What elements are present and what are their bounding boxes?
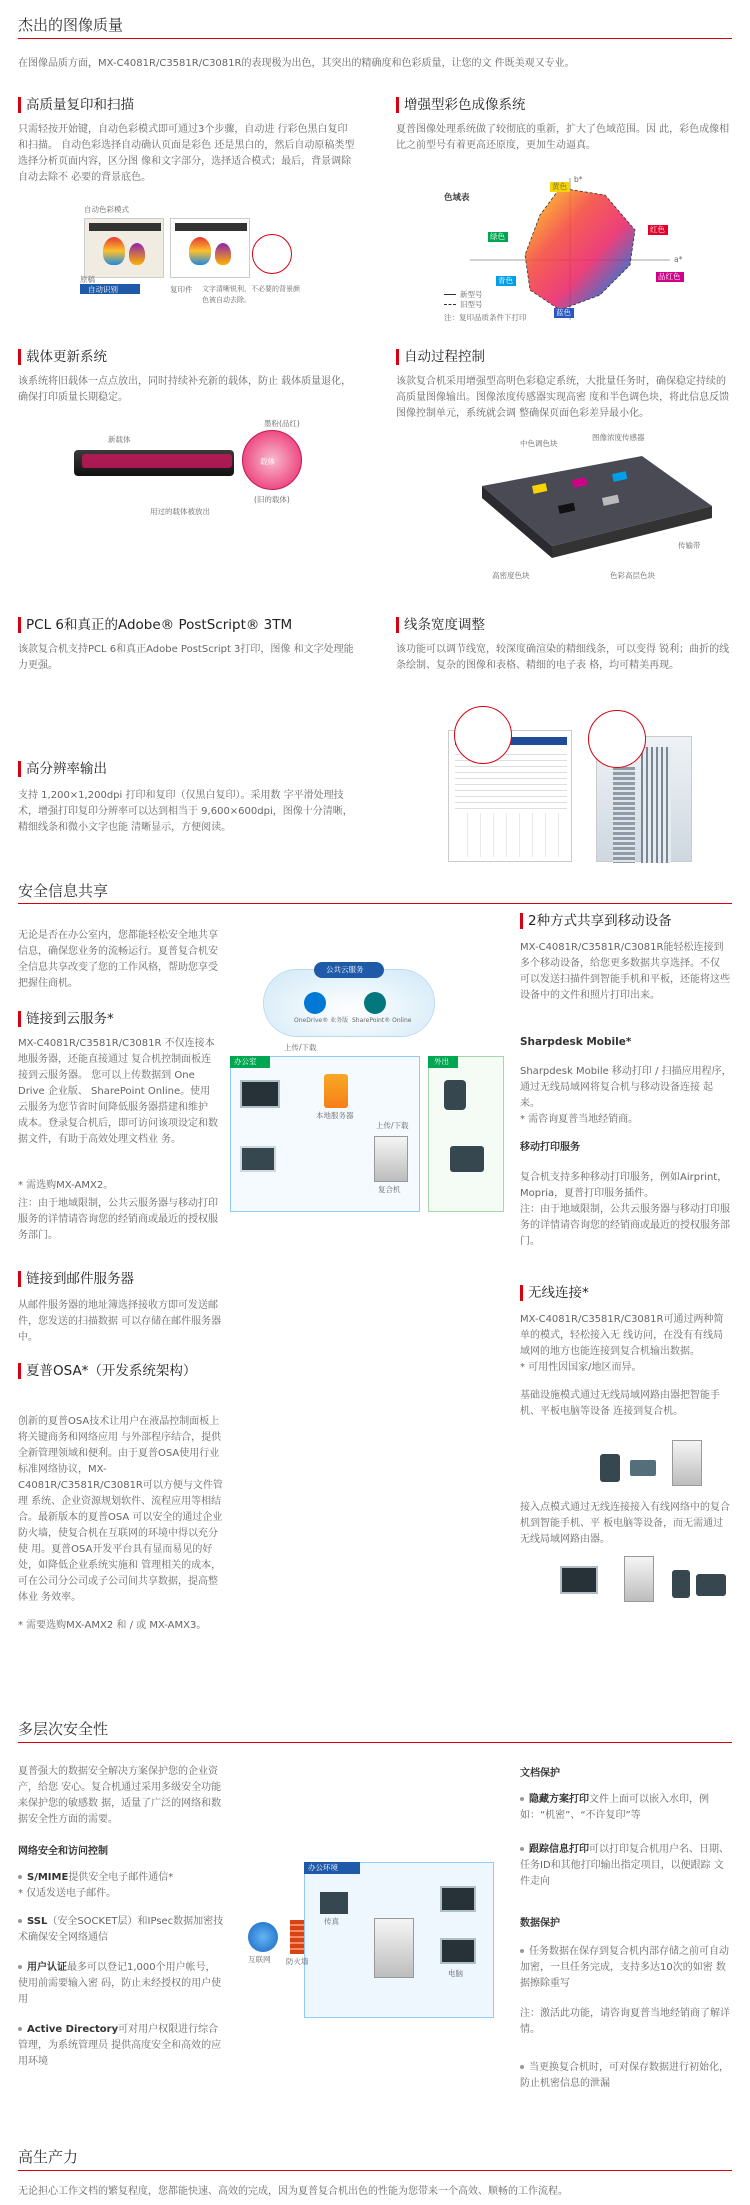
process-text: 该款复合机采用增强型高明色彩稳定系统，大批量任务时，确保稳定持续的高质量图像输出。图像浓度传感器实现高密 度和半色调色块，将此信息反馈图像控制单元，系统就会调 整确保页面色彩差异最小化。 (396, 376, 730, 419)
building-zoom-circle (588, 710, 646, 768)
label-yellow: 黄色 (552, 182, 567, 191)
osa-note: * 需要选购MX-AMX2 和 / 或 MX-AMX3。 (18, 1620, 207, 1631)
label-magenta: 品红色 (658, 272, 681, 281)
line-width-figure (448, 716, 698, 866)
bullet-hidden-print (520, 1792, 732, 1824)
mobile-print-note: 注：由于地域限制，公共云服务器与移动打印服务的详情请咨询您的经销商或最近的授权服务部门。 (520, 1204, 730, 1247)
productivity-divider (18, 2170, 732, 2171)
section-title-info-share: 安全信息共享 (18, 882, 109, 900)
original-caption: 原稿 (80, 275, 95, 284)
cloud-text: MX-C4081R/C3581R/C3081R 不仅连接本地服务器，还能直接通过 复合机控制面板连接到云服务器。 您可以上传数据到 One Drive 企业版、 SharePoint Online。使用云服务为您节省时间降低服务器搭建和维护 成本。登录复合机后，即可访问该项设定和数据文件，有助于高效处理文档业 务。 (18, 1038, 218, 1145)
axis-a-label: a* (674, 255, 683, 264)
section-heading-copy-scan: 高质量复印和扫描 (18, 96, 134, 114)
pcl-text: 该款复合机支持PCL 6和真正Adobe PostScript 3打印，图像 和文字处理能力更强。 (18, 644, 354, 671)
bullet-dot (18, 1875, 22, 1879)
public-cloud (264, 970, 434, 1036)
firewall-label: 防火墙 (286, 1957, 309, 1966)
sec-pc-icon-2 (440, 1938, 476, 1964)
sharpdesk-note: * 需咨询夏普当地经销商。 (520, 1114, 639, 1125)
copy-scan-text: 只需轻按开始键，自动色彩模式即可通过3个步骤，自动进 行彩色黑白复印和扫描。 自动色彩选择自动确认页面是彩色 还是黑白的，然后自动原稿类型选择分析页面内容，区分图 像和文字部分，选择适合模式；最后，背景调除自动去除不 必要的背景底色。 (18, 124, 355, 183)
hires-text: 支持 1,200×1,200dpi 打印和复印（仅黑白复印）。采用数 字平滑处理技术，增强打印复印分辨率可以达到相当于 9,600×600dpi，图像十分清晰，精细线条和微小文字也能 清晰显示，方便阅读。 (18, 790, 353, 833)
auto-color-caption: 自动色彩模式 (84, 205, 129, 214)
security-intro: 夏普强大的数据安全解决方案保护您的企业资产，给您 安心。复合机通过采用多级安全功能来保护您的敏感数 据，适量了广泛的网络和数据安全性方面的需要。 (18, 1766, 222, 1825)
user-auth-text: 最多可以登记1,000个用户帐号，使用前需要输入密 码，防止未经授权的用户使用 (18, 1962, 222, 2005)
onedrive-icon (304, 992, 326, 1014)
mobile-print-text: 复合机支持多种移动打印服务，例如Airprint，Mopria，夏普打印服务插件。 (520, 1172, 728, 1199)
carrier-text: 该系统将旧载体一点点放出，同时持续补充新的载体，防止 载体质量退化，确保打印质量长期稳定。 (18, 376, 352, 403)
ap-phone-icon (672, 1570, 690, 1598)
tracking-print-text: 可以打印复合机用户名、日期、任务ID和其他打印输出指定项目，以便跟踪 文件走向 (520, 1844, 729, 1887)
outside-label: 外出 (434, 1057, 449, 1066)
wireless-text: MX-C4081R/C3581R/C3081R可通过两种简单的模式，轻松接入无 线访问，在没有有线局域网的地方也能连接到复合机输出数据。 (520, 1314, 724, 1357)
hidden-print-text: 文件上面可以嵌入水印，例如：“机密”、“不许复印”等 (520, 1794, 709, 1821)
internet-icon (248, 1922, 278, 1952)
section-heading-line-width: 线条宽度调整 (396, 616, 485, 634)
tablet-icon (450, 1146, 484, 1172)
section-heading-osa: 夏普OSA*（开发系统架构） (18, 1362, 224, 1380)
sec-pc-icon-1 (440, 1886, 476, 1912)
ap-mfp-icon (624, 1556, 654, 1602)
bullet-dot (520, 2065, 524, 2069)
title-divider (18, 38, 732, 39)
axis-b-label: b* (574, 175, 583, 184)
page-title: 杰出的图像质量 (18, 16, 124, 34)
onedrive-label: OneDrive® 业务版 (294, 1017, 349, 1024)
caption-color-patch: 色彩高层色块 (610, 571, 655, 580)
caption-halftone: 中色调色块 (520, 439, 558, 448)
caption-new-carrier: 新载体 (108, 435, 131, 444)
caption-belt: 传输带 (678, 541, 701, 550)
transfer-belt-diagram (472, 436, 722, 586)
copy-thumbnail (170, 218, 250, 278)
label-blue: 蓝色 (556, 308, 571, 317)
upload-label-2: 上传/下载 (376, 1121, 409, 1130)
bullet-ssl (18, 1914, 224, 1946)
access-point-figure (560, 1556, 730, 1616)
bullet-initialize (520, 2060, 732, 2092)
productivity-text: 无论担心工作文档的繁复程度，您都能快速、高效的完成，因为夏普复合机出色的性能为您带来一个高效、顺畅的工作流程。 (18, 2186, 568, 2197)
data-protection-heading: 数据保护 (520, 1918, 560, 1929)
info-share-divider (18, 903, 732, 904)
upload-label-1: 上传/下载 (284, 1043, 317, 1052)
section-heading-hires: 高分辨率输出 (18, 760, 107, 778)
ap-tablet-icon (696, 1574, 726, 1596)
internet-label: 互联网 (248, 1955, 271, 1964)
ad-bold: Active Directory (27, 2024, 119, 2035)
original-thumbnail (84, 218, 164, 278)
legend-old: 旧型号 (460, 300, 483, 309)
sharepoint-label: SharePoint® Online (352, 1017, 412, 1024)
mfp-label: 复合机 (378, 1185, 401, 1194)
auto-detect-caption: 自动识别 (88, 285, 118, 294)
color-gamut-figure (430, 170, 730, 330)
access-point-text: 接入点模式通过无线连接接入有线网络中的复合机到智能手机、平 板电脑等设备，而无需通过无线局域网路由器。 (520, 1502, 730, 1545)
legend-new-line (444, 294, 456, 295)
security-divider (18, 1742, 732, 1743)
infra-mfp-icon (672, 1440, 702, 1486)
color-text: 夏普图像处理系统做了较彻底的重新，扩大了色域范围。因 此，彩色成像相比之前型号有着更高还原度，更加生动逼真。 (396, 124, 730, 151)
hidden-print-bold: 隐藏方案打印 (529, 1794, 589, 1805)
sharepoint-icon (364, 992, 386, 1014)
section-heading-mobile: 2种方式共享到移动设备 (520, 912, 672, 930)
office-label: 办公室 (234, 1057, 257, 1066)
label-cyan: 青色 (498, 276, 513, 285)
fax-label: 传真 (324, 1917, 339, 1926)
caption-toner: 墨粉(品红) (264, 419, 300, 428)
sharpdesk-text: Sharpdesk Mobile 移动打印 / 扫描应用程序，通过无线局域网将复合机与移动设备连接 起来。 (520, 1066, 732, 1109)
smime-text: 提供安全电子邮件通信* (68, 1872, 174, 1883)
zoom-circle (252, 234, 292, 274)
table-zoom-circle (454, 706, 512, 764)
caption-high-density: 高密度色块 (492, 571, 530, 580)
ad-text: 可对用户权限进行综合管理，为系统管理员 提供高度安全和高效的应用环境 (18, 2024, 222, 2067)
auto-color-figure (80, 204, 310, 314)
outside-area (428, 1056, 504, 1212)
public-cloud-label: 公共云服务 (326, 965, 364, 974)
office-env-label: 办公环境 (308, 1863, 338, 1872)
copy-caption: 复印件 (170, 285, 193, 294)
line-width-text: 该功能可以调节线宽，较深度确渲染的精细线条，可以变得 锐利；曲折的线条绘制、复杂的图像和表格、精细的电子表 格，均可精美再现。 (396, 644, 730, 671)
firewall-icon (290, 1920, 304, 1954)
doc-protection-heading: 文档保护 (520, 1768, 560, 1779)
cloud-note-1: * 需选购MX-AMX2。 (18, 1180, 114, 1191)
network-security-heading: 网络安全和访问控制 (18, 1846, 108, 1857)
phone-icon (444, 1080, 466, 1110)
mobile-print-heading: 移动打印服务 (520, 1142, 580, 1153)
caption-carrier-out: 用过的载体被放出 (150, 507, 210, 516)
bullet-dot (520, 1949, 524, 1953)
info-share-intro: 无论是否在办公室内，您都能轻松安全地共享信息，确保您业务的流畅运行。夏普复合机安 全信息共享改变了您的工作风格，帮助您享受把握住商机。 (18, 930, 218, 989)
section-heading-pcl: PCL 6和真正的Adobe® PostScript® 3TM (18, 616, 292, 634)
ssl-bold: SSL (27, 1916, 48, 1927)
sharpdesk-heading: Sharpdesk Mobile* (520, 1036, 632, 1048)
smime-note: * 仅适发送电子邮件。 (18, 1888, 117, 1899)
section-heading-cloud: 链接到云服务* (18, 1010, 114, 1028)
legend-old-line (444, 304, 456, 305)
server-label: 本地服务器 (316, 1111, 354, 1120)
bullet-tracking-print (520, 1842, 732, 1890)
initialize-text: 当更换复合机时，可对保存数据进行初始化，防止机密信息的泄漏 (520, 2062, 729, 2089)
sec-mfp-icon (374, 1918, 414, 1978)
caption-carrier: 载体 (260, 457, 275, 466)
section-heading-wireless: 无线连接* (520, 1284, 589, 1302)
laptop-icon (240, 1146, 276, 1172)
bullet-dot (520, 1847, 524, 1851)
label-red: 红色 (650, 225, 665, 234)
fax-icon (320, 1892, 348, 1914)
section-heading-process: 自动过程控制 (396, 348, 485, 366)
caption-density-sensor: 图像浓度传感器 (592, 433, 645, 442)
data-protection-note: 注：激活此功能，请咨询夏普当地经销商了解详情。 (520, 2008, 730, 2035)
bullet-dot (18, 1965, 22, 1969)
intro-text: 在图像品质方面，MX-C4081R/C3581R/C3081R的表现极为出色，其突出的精确度和色彩质量，让您的文 件既美观又专业。 (18, 58, 575, 69)
bullet-encryption (520, 1944, 732, 1992)
bullet-dot (18, 1919, 22, 1923)
gamut-title: 色域表 (444, 193, 470, 203)
pc-label: 电脑 (448, 1969, 463, 1978)
user-auth-bold: 用户认证 (27, 1962, 67, 1973)
gamut-note: 注：复印品质条件下打印 (444, 313, 527, 322)
process-figure (472, 433, 722, 586)
infra-mode-figure (600, 1440, 720, 1494)
cloud-note-2: 注：由于地域限制，公共云服务器与移动打印服务的详情请咨询您的经销商或最近的授权服务部门。 (18, 1198, 218, 1241)
osa-text: 创新的夏普OSA技术让用户在液晶控制面板上将关键商务和网络应用 与外部程序结合，提供全新管理领域和便利。由于夏普OSA使用行业 标准网络协议，MX-C4081R/C3581R/C3081R可以方便与文件管理 系统、企业资源规划软件、流程应用等相结合。最新版本的夏普OSA 可以安全的通过企业防火墙，使复合机在互联网的环境中得以充分使 用。夏普OSA开发平台具有显而易见的好处，如降低企业系统实施和 管理相关的成本，可在公司分公司或子公司间共享数据，提高整体业 务效率。 (18, 1416, 223, 1603)
legend-new: 新型号 (460, 290, 483, 299)
label-green: 绿色 (490, 232, 505, 241)
carrier-figure (74, 420, 334, 520)
pc-icon (240, 1080, 280, 1108)
smime-bold: S/MIME (27, 1872, 69, 1883)
section-heading-mail: 链接到邮件服务器 (18, 1270, 134, 1288)
ap-pc-icon (560, 1566, 598, 1594)
magenta-toner (82, 454, 232, 468)
caption-old-carrier: (旧的载体) (254, 495, 290, 504)
mfp-icon (374, 1136, 408, 1182)
bullet-dot (520, 1797, 524, 1801)
clear-text-caption: 文字清晰锐利，不必要的背景颜色被自动去除。 (202, 285, 300, 304)
bullet-active-directory (18, 2022, 224, 2070)
bullet-dot (18, 2027, 22, 2031)
section-heading-color: 增强型彩色成像系统 (396, 96, 526, 114)
mail-text: 从邮件服务器的地址簿选择接收方即可发送邮件，您发送的扫描数据 可以存储在邮件服务器中。 (18, 1300, 222, 1343)
encryption-text: 任务数据在保存到复合机内部存储之前可自动加密，一旦任务完成，支持多达10次的如密 数据擦除重写 (520, 1946, 729, 1989)
bullet-user-auth (18, 1960, 224, 2008)
bullet-smime (18, 1870, 224, 1902)
router-icon (630, 1460, 656, 1476)
wireless-note: * 可用性因国家/地区而异。 (520, 1362, 642, 1373)
security-diagram (244, 1862, 498, 2020)
cloud-diagram (224, 965, 510, 1216)
server-icon (324, 1074, 348, 1108)
section-heading-carrier: 载体更新系统 (18, 348, 107, 366)
mobile-text: MX-C4081R/C3581R/C3081R能轻松连接到多个移动设备，给您更多数据共享选择。不仅 可以发送扫描件到智能手机和平板，还能将这些设备中的文件和照片打印出来。 (520, 942, 730, 1001)
section-title-security: 多层次安全性 (18, 1720, 109, 1738)
section-title-productivity: 高生产力 (18, 2148, 79, 2166)
infra-phone-icon (600, 1454, 620, 1482)
ssl-text: （安全SOCKET层）和IPsec数据加密技术确保安全网络通信 (18, 1916, 224, 1943)
infra-mode-text: 基础设施模式通过无线局域网路由器把智能手机、平板电脑等设备 连接到复合机。 (520, 1390, 720, 1417)
tracking-print-bold: 跟踪信息打印 (529, 1844, 589, 1855)
